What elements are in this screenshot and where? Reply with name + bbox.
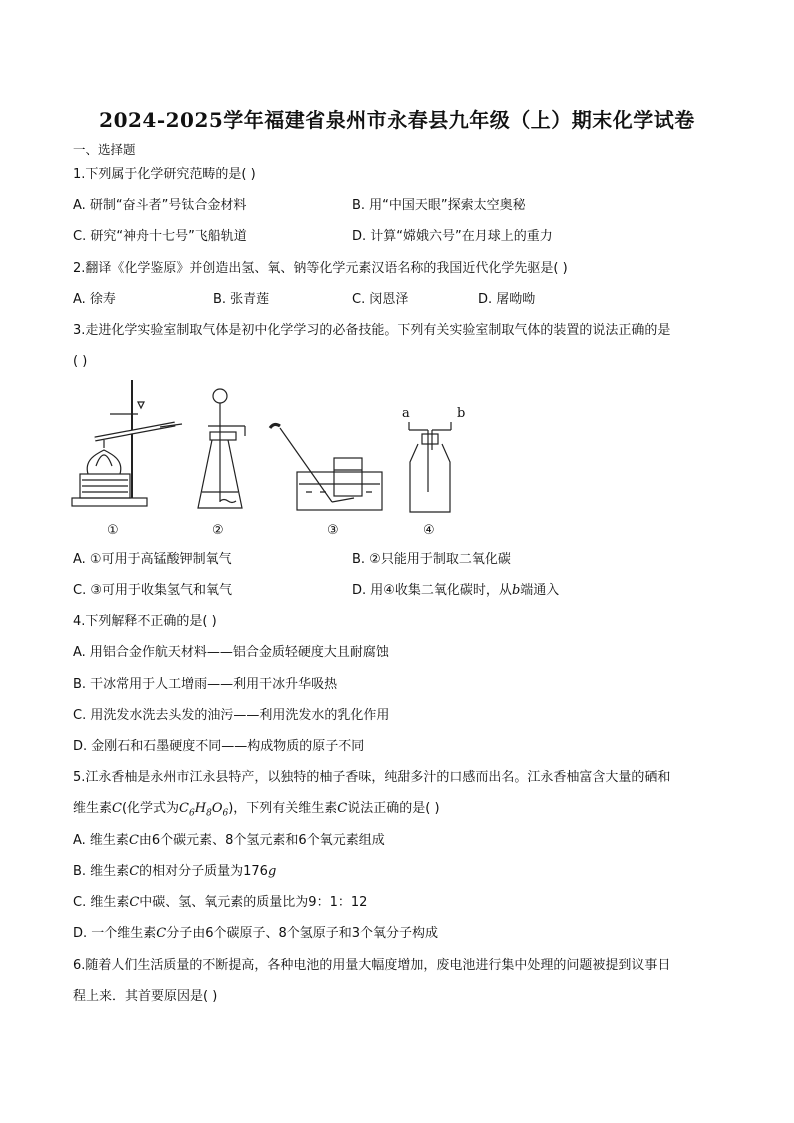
question-6-stem-cont: 程上来．其首要原因是( )	[73, 989, 218, 1004]
q2-option-c: C. 闵恩泽	[352, 292, 409, 307]
question-6-stem: 6.随着人们生活质量的不断提高，各种电池的用量大幅度增加，废电池进行集中处理的问题被提到议事日	[73, 958, 671, 973]
question-3-stem: 3.走进化学实验室制取气体是初中化学学习的必备技能。下列有关实验室制取气体的装置的说法正确的是	[73, 323, 671, 338]
apparatus-4-gas-bottle	[409, 422, 451, 512]
q3-option-d	[352, 582, 559, 600]
q5-option-b: B. 维生素C的相对分子质量为176g	[73, 864, 277, 879]
q4-option-a: A. 用铝合金作航天材料——铝合金质轻硬度大且耐腐蚀	[73, 645, 389, 660]
q3-option-a: A. ①可用于高锰酸钾制氧气	[73, 552, 232, 567]
q3-option-b: B. ②只能用于制取二氧化碳	[352, 552, 511, 567]
q4-option-d: D. 金刚石和石墨硬度不同——构成物质的原子不同	[73, 739, 365, 754]
question-1-stem: 1.下列属于化学研究范畴的是( )	[73, 167, 256, 182]
section-heading: 一、选择题	[73, 142, 136, 157]
q5-option-c: C. 维生素C中碳、氢、氧元素的质量比为9：1：12	[73, 895, 368, 910]
q3-option-d-tail: 端通入	[520, 583, 560, 598]
q3-option-c: C. ③可用于收集氢气和氧气	[73, 583, 232, 598]
q1-option-d: D. 计算“嫦娥六号”在月球上的重力	[352, 229, 553, 244]
q1-option-c: C. 研究“神舟十七号”飞船轨道	[73, 229, 247, 244]
question-2-stem: 2.翻译《化学鉴原》并创造出氢、氧、钠等化学元素汉语名称的我国近代化学先驱是( )	[73, 261, 568, 276]
apparatus-2-conical-flask	[198, 389, 245, 508]
question-3-stem-cont: ( )	[73, 354, 88, 369]
q3-option-d-text: D. 用④收集二氧化碳时，从	[352, 583, 512, 598]
figure-label-3: ③	[327, 523, 339, 538]
vitamin-c-formula: $C_6H_8O_6$	[179, 801, 229, 819]
figure-label-1: ①	[107, 523, 119, 538]
q5-option-a: A. 维生素C由6个碳元素、8个氢元素和6个氧元素组成	[73, 833, 385, 848]
page-title: 2024-2025学年福建省泉州市永春县九年级（上）期末化学试卷	[99, 108, 695, 132]
q3-option-d-var: b	[511, 583, 521, 598]
q4-option-c: C. 用洗发水洗去头发的油污——利用洗发水的乳化作用	[73, 708, 390, 723]
q2-option-b: B. 张青莲	[213, 292, 270, 307]
q2-option-a: A. 徐寿	[73, 292, 116, 307]
q1-option-a: A. 研制“奋斗者”号钛合金材料	[73, 198, 247, 213]
q5-option-d: D. 一个维生素C分子由6个碳原子、8个氢原子和3个氧分子构成	[73, 926, 439, 941]
bottle-label-b: b	[457, 406, 466, 421]
question-5-stem-cont: 维生素C(化学式为$C_6H_8O_6$)，下列有关维生素C说法正确的是( )	[73, 801, 440, 819]
apparatus-1-heating-tube	[72, 380, 182, 506]
figure-label-2: ②	[212, 523, 224, 538]
q2-option-d: D. 屠呦呦	[478, 292, 536, 307]
question-4-stem: 4.下列解释不正确的是( )	[73, 614, 217, 629]
figure-label-4: ④	[423, 523, 435, 538]
q1-option-b: B. 用“中国天眼”探索太空奥秘	[352, 198, 526, 213]
question-5-stem: 5.江永香柚是永州市江永县特产，以独特的柚子香味，纯甜多汁的口感而出名。江永香柚富含大量的硒和	[73, 770, 671, 785]
q4-option-b: B. 干冰常用于人工增雨——利用干冰升华吸热	[73, 677, 338, 692]
bottle-label-a: a	[402, 406, 410, 421]
apparatus-3-water-trough	[270, 424, 382, 510]
apparatus-figure	[70, 374, 490, 544]
